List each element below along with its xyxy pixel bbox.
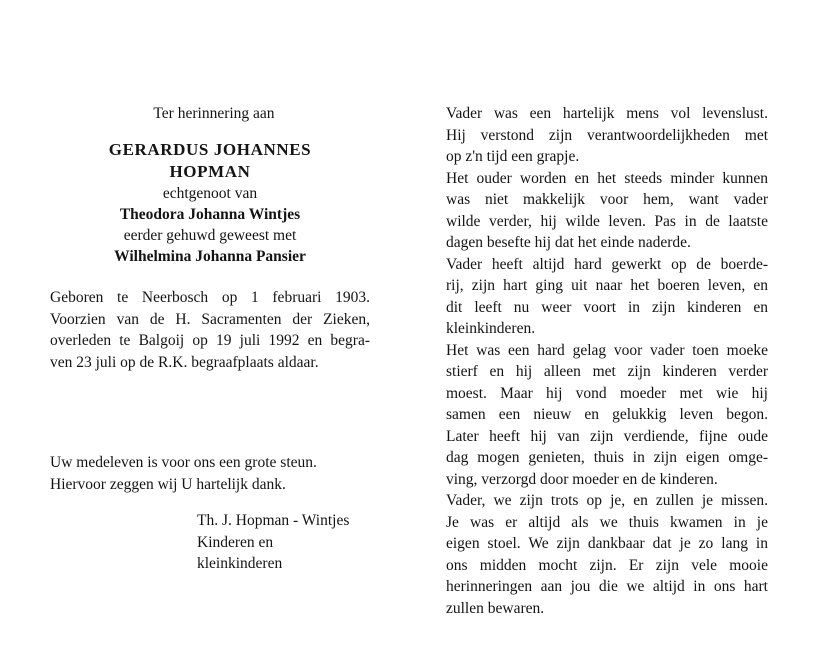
text-line: eigen stoel. We zijn dankbaar dat je zo lang in bbox=[446, 535, 768, 552]
text-line: was niet makkelijk voor hem, want vader bbox=[446, 191, 768, 208]
signature-line: Th. J. Hopman - Wintjes bbox=[197, 512, 350, 529]
paragraph bbox=[446, 168, 768, 254]
text-line: stierf en hij alleen met zijn kinderen verder bbox=[446, 363, 768, 380]
signature-line: kleinkinderen bbox=[197, 555, 283, 572]
bio-line: overleden te Balgoij op 19 juli 1992 en begra- bbox=[50, 332, 370, 349]
text-line: Het ouder worden en het steeds minder kunnen bbox=[446, 169, 768, 187]
deceased-name-line2: HOPMAN bbox=[169, 162, 251, 181]
thanks-line: Uw medeleven is voor ons een grote steun. bbox=[50, 454, 317, 471]
paragraph bbox=[446, 103, 768, 168]
bio-line: Voorzien van de H. Sacramenten der Zieken, bbox=[50, 310, 370, 328]
text-line: herinneringen aan jou die we altijd in ons hart bbox=[446, 578, 768, 595]
biography bbox=[50, 287, 370, 373]
text-line: kleinkinderen. bbox=[446, 320, 536, 337]
text-line: rij, zijn hart ging uit naar het boeren leven, en bbox=[446, 277, 768, 294]
text-line: dagen besefte hij dat het einde naderde. bbox=[446, 234, 691, 251]
deceased-name-line1: GERARDUS JOHANNES bbox=[108, 140, 312, 159]
left-panel bbox=[50, 103, 370, 373]
text-line: wilde verder, hij wilde leven. Pas in de laatste bbox=[446, 212, 768, 230]
thanks-message bbox=[50, 452, 370, 495]
text-line: dit leeft nu weer voort in zijn kinderen en bbox=[446, 298, 768, 316]
text-line: Het was een hard gelag voor vader toen moeke bbox=[446, 341, 768, 359]
text-line: zullen bewaren. bbox=[446, 599, 545, 617]
paragraph bbox=[446, 254, 768, 340]
spouse-label: echtgenoot van bbox=[162, 185, 258, 202]
text-line: Vader heeft altijd hard gewerkt op de boerde- bbox=[446, 255, 768, 273]
text-line: op z'n tijd een grapje. bbox=[446, 148, 580, 165]
previous-marriage-label: eerder gehuwd geweest met bbox=[123, 227, 297, 244]
text-line: moest. Maar hij vond moeder met wie hij bbox=[446, 384, 768, 402]
text-line: Hij verstond zijn verantwoordelijkheden met bbox=[446, 126, 768, 144]
text-line: Je was er altijd als we thuis kwamen in je bbox=[446, 513, 768, 531]
bio-line: Geboren te Neerbosch op 1 februari 1903. bbox=[50, 289, 370, 306]
previous-spouse-name: Wilhelmina Johanna Pansier bbox=[114, 248, 306, 265]
spouse-name: Theodora Johanna Wintjes bbox=[119, 206, 301, 223]
thanks-line: Hiervoor zeggen wij U hartelijk dank. bbox=[50, 475, 286, 493]
paragraph bbox=[446, 490, 768, 619]
text-line: ving, verzorgd door moeder en de kinderen. bbox=[446, 470, 718, 488]
right-panel bbox=[446, 103, 768, 619]
text-line: dag mogen genieten, thuis in zijn eigen omge- bbox=[446, 449, 768, 466]
text-line: ons midden mocht zijn. Er zijn vele mooie bbox=[446, 556, 768, 574]
text-line: Later heeft hij van zijn verdiende, fijne oude bbox=[446, 427, 768, 445]
text-line: samen een nieuw en gelukkig leven begon. bbox=[446, 406, 768, 423]
text-line: Vader was een hartelijk mens vol levenslust. bbox=[446, 105, 768, 122]
intro-text: Ter herinnering aan bbox=[153, 105, 275, 122]
paragraph bbox=[446, 340, 768, 491]
text-line: Vader, we zijn trots op je, en zullen je missen. bbox=[446, 492, 768, 509]
family-signature bbox=[197, 510, 349, 575]
bio-line: ven 23 juli op de R.K. begraafplaats aldaar. bbox=[50, 353, 319, 371]
signature-line: Kinderen en bbox=[197, 533, 274, 551]
